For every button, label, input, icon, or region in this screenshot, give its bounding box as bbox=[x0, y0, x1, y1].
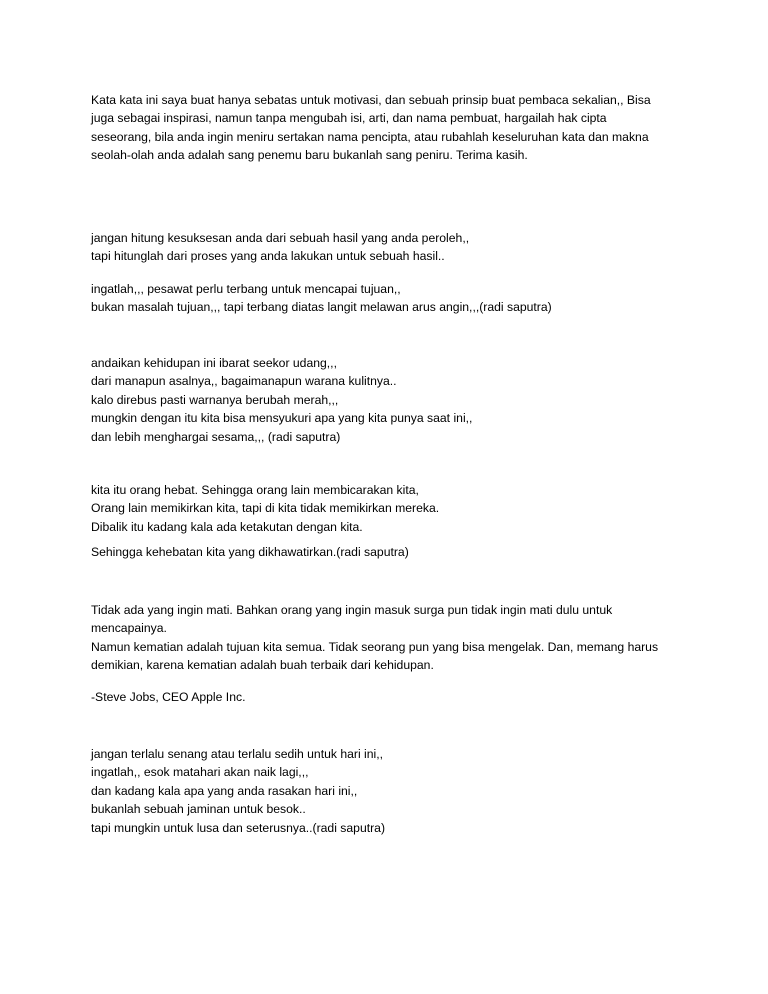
text-line: mungkin dengan itu kita bisa mensyukuri apa yang kita punya saat ini,, bbox=[91, 411, 473, 426]
quote-airplane-paragraph bbox=[91, 280, 691, 317]
intro-paragraph bbox=[91, 91, 691, 165]
text-line: Dibalik itu kadang kala ada ketakutan dengan kita. bbox=[91, 519, 363, 534]
text-line: Namun kematian adalah tujuan kita semua. Tidak seorang pun yang bisa mengelak. Dan, memang harus bbox=[91, 639, 659, 654]
text-line: kalo direbus pasti warnanya berubah merah,,, bbox=[91, 392, 339, 407]
text-line: Sehingga kehebatan kita yang dikhawatirkan.(radi saputra) bbox=[91, 545, 409, 559]
quote-death-author bbox=[91, 688, 691, 706]
text-line: dan lebih menghargai sesama,,, (radi saputra) bbox=[91, 429, 341, 444]
text-line: ingatlah,, esok matahari akan naik lagi,,, bbox=[91, 765, 309, 780]
text-line: dari manapun asalnya,, bagaimanapun warana kulitnya.. bbox=[91, 374, 397, 389]
text-line: jangan terlalu senang atau terlalu sedih untuk hari ini,, bbox=[91, 747, 384, 761]
quote-great-people-ending bbox=[91, 543, 691, 561]
text-line: bukanlah sebuah jaminan untuk besok.. bbox=[91, 802, 306, 817]
text-line: mencapainya. bbox=[91, 621, 167, 636]
quote-today-paragraph bbox=[91, 745, 691, 837]
text-line: seolah-olah anda adalah sang penemu baru bukanlah sang peniru. Terima kasih. bbox=[91, 148, 528, 163]
text-line: tapi mungkin untuk lusa dan seterusnya..(radi saputra) bbox=[91, 820, 386, 835]
text-line: demikian, karena kematian adalah buah terbaik dari kehidupan. bbox=[91, 658, 434, 673]
text-line: juga sebagai inspirasi, namun tanpa mengubah isi, arti, dan nama pembuat, hargailah hak cipta bbox=[91, 111, 607, 126]
text-line: bukan masalah tujuan,,, tapi terbang diatas langit melawan arus angin,,,(radi saputra) bbox=[91, 300, 552, 315]
quote-shrimp-paragraph bbox=[91, 354, 691, 446]
text-line: Tidak ada yang ingin mati. Bahkan orang yang ingin masuk surga pun tidak ingin mati dulu untuk bbox=[91, 603, 613, 617]
text-line: -Steve Jobs, CEO Apple Inc. bbox=[91, 690, 246, 704]
text-line: kita itu orang hebat. Sehingga orang lain membicarakan kita, bbox=[91, 483, 419, 497]
text-line: jangan hitung kesuksesan anda dari sebuah hasil yang anda peroleh,, bbox=[91, 231, 470, 245]
quote-success-paragraph bbox=[91, 229, 691, 266]
text-line: tapi hitunglah dari proses yang anda lakukan untuk sebuah hasil.. bbox=[91, 249, 445, 264]
text-line: ingatlah,,, pesawat perlu terbang untuk mencapai tujuan,, bbox=[91, 282, 401, 296]
text-line: andaikan kehidupan ini ibarat seekor udang,,, bbox=[91, 356, 337, 370]
text-line: Kata kata ini saya buat hanya sebatas untuk motivasi, dan sebuah prinsip buat pembaca sekalian,, Bisa bbox=[91, 93, 651, 107]
quote-death-paragraph bbox=[91, 601, 691, 675]
text-line: seseorang, bila anda ingin meniru sertakan nama pencipta, atau rubahlah keseluruhan kata dan makna bbox=[91, 129, 649, 144]
quote-great-people-paragraph bbox=[91, 481, 691, 536]
text-line: dan kadang kala apa yang anda rasakan hari ini,, bbox=[91, 783, 358, 798]
text-line: Orang lain memikirkan kita, tapi di kita tidak memikirkan mereka. bbox=[91, 501, 440, 516]
